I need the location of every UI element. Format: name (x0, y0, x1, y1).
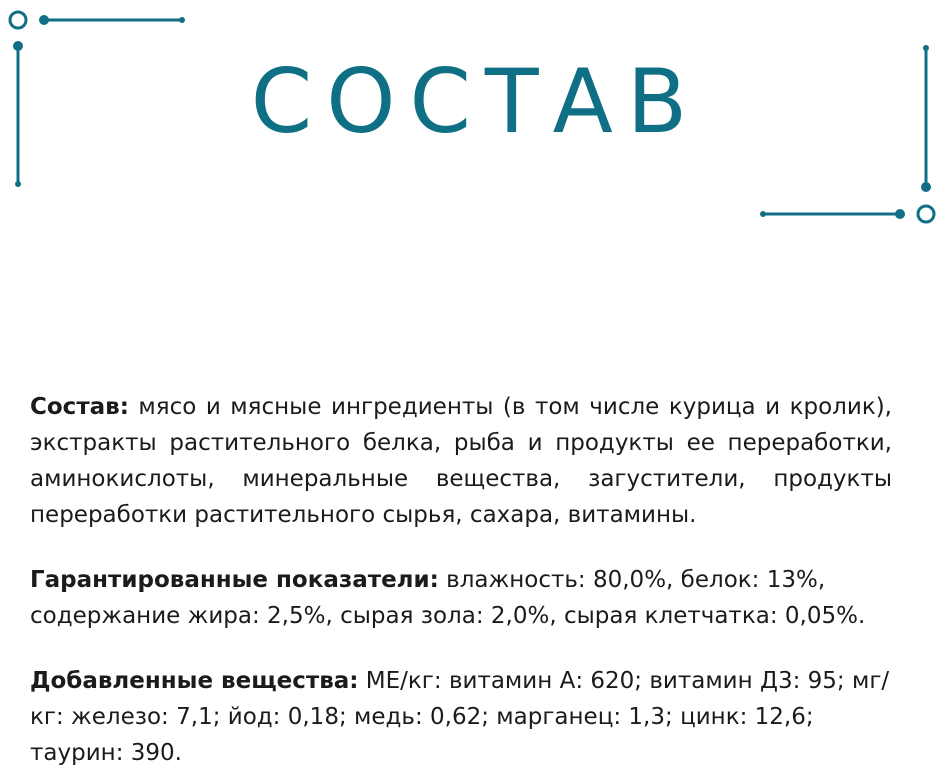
additives-text: МЕ/кг: витамин А: 620; витамин Д3: 95; мг/кг: железо: 7,1; йод: 0,18; медь: 0,62; марганец: 1,3; цинк: 12,6; таурин: 390. (30, 668, 890, 766)
guaranteed-analysis-text: влажность: 80,0%, белок: 13%, содержание жира: 2,5%, сырая зола: 2,0%, сырая клетчатка: 0,05%. (30, 567, 866, 629)
dot-icon (15, 181, 21, 187)
ring-icon (918, 206, 934, 222)
dot-icon (921, 182, 931, 192)
composition-paragraph (30, 389, 892, 533)
page-title: СОСТАВ (250, 50, 702, 153)
additives-paragraph (30, 663, 910, 771)
composition-text: мясо и мясные ингредиенты (в том числе курица и кролик), экстракты растительного белка, рыба и продукты ее переработки, аминокислоты, минеральные вещества, загустители, продукты переработки растительного сырья, сахара, витамины. (30, 394, 892, 528)
dot-icon (179, 17, 185, 23)
ring-icon (10, 12, 26, 28)
guaranteed-analysis-label: Гарантированные показатели: (30, 567, 439, 593)
dot-icon (760, 211, 766, 217)
composition-label: Состав: (30, 394, 129, 420)
additives-label: Добавленные вещества: (30, 668, 359, 694)
guaranteed-analysis-paragraph (30, 562, 910, 634)
